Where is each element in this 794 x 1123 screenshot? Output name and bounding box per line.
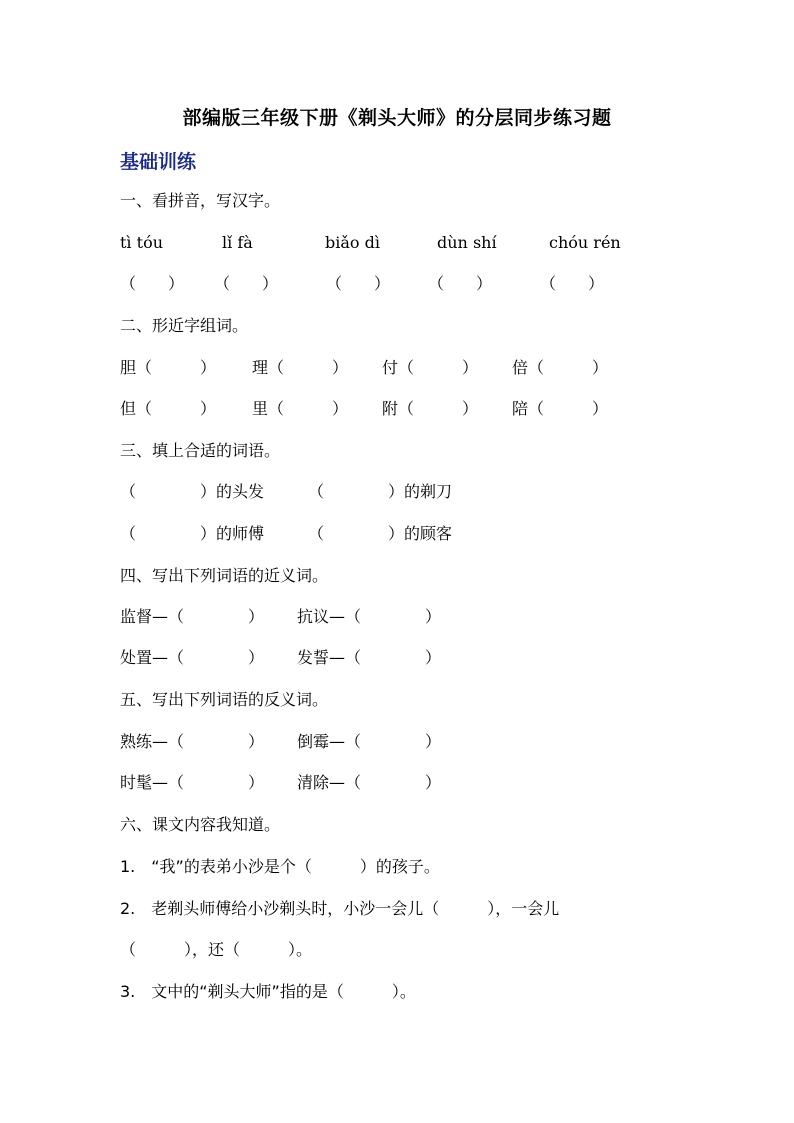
fill-phrase-item[interactable]: （ ）的剃刀 [308, 482, 453, 501]
answer-blank-3[interactable]: （ ） [326, 274, 391, 293]
synonym-item[interactable]: 抗议—（ ） [297, 607, 442, 626]
char-pair-item[interactable]: 陪（ ） [512, 399, 609, 418]
synonym-item[interactable]: 发誓—（ ） [297, 648, 442, 667]
fill-phrase-item[interactable]: （ ）的头发 [120, 482, 265, 501]
char-pair-item[interactable]: 里（ ） [252, 399, 349, 418]
pinyin-item-3: biǎo dì [325, 233, 380, 252]
page-title: 部编版三年级下册《剃头大师》的分层同步练习题 [182, 107, 612, 129]
pinyin-item-5: chóu rén [549, 233, 621, 252]
question-6-heading: 六、课文内容我知道。 [120, 815, 281, 834]
pinyin-item-2: lǐ fà [222, 233, 253, 252]
question-1-heading: 一、看拼音，写汉字。 [120, 191, 281, 210]
char-pair-item[interactable]: 胆（ ） [120, 358, 217, 377]
question-4-heading: 四、写出下列词语的近义词。 [120, 566, 329, 585]
comprehension-item-2-continued[interactable]: （ ），还（ ）。 [120, 940, 313, 959]
question-3-heading: 三、填上合适的词语。 [120, 441, 281, 460]
answer-blank-4[interactable]: （ ） [428, 274, 493, 293]
pinyin-item-1: tì tóu [120, 233, 163, 252]
antonym-item[interactable]: 倒霉—（ ） [297, 732, 442, 751]
char-pair-item[interactable]: 倍（ ） [512, 358, 609, 377]
fill-phrase-item[interactable]: （ ）的师傅 [120, 524, 265, 543]
char-pair-item[interactable]: 但（ ） [120, 399, 217, 418]
antonym-item[interactable]: 清除—（ ） [297, 773, 442, 792]
question-2-heading: 二、形近字组词。 [120, 316, 249, 335]
comprehension-item-2[interactable]: 2. 老剃头师傅给小沙剃头时，小沙一会儿（ ），一会儿 [120, 899, 560, 918]
char-pair-item[interactable]: 付（ ） [382, 358, 479, 377]
fill-phrase-item[interactable]: （ ）的顾客 [308, 524, 453, 543]
answer-blank-1[interactable]: （ ） [120, 274, 185, 293]
synonym-item[interactable]: 监督—（ ） [120, 607, 265, 626]
char-pair-item[interactable]: 理（ ） [252, 358, 349, 377]
char-pair-item[interactable]: 附（ ） [382, 399, 479, 418]
comprehension-item-3[interactable]: 3. 文中的“剃头大师”指的是（ ）。 [120, 982, 416, 1001]
antonym-item[interactable]: 熟练—（ ） [120, 732, 265, 751]
answer-blank-2[interactable]: （ ） [214, 274, 279, 293]
section-heading-basic: 基础训练 [120, 151, 197, 173]
synonym-item[interactable]: 处置—（ ） [120, 648, 265, 667]
answer-blank-5[interactable]: （ ） [540, 274, 605, 293]
comprehension-item-1[interactable]: 1. “我”的表弟小沙是个（ ）的孩子。 [120, 857, 440, 876]
question-5-heading: 五、写出下列词语的反义词。 [120, 690, 329, 709]
pinyin-item-4: dùn shí [437, 233, 497, 252]
antonym-item[interactable]: 时髦—（ ） [120, 773, 265, 792]
